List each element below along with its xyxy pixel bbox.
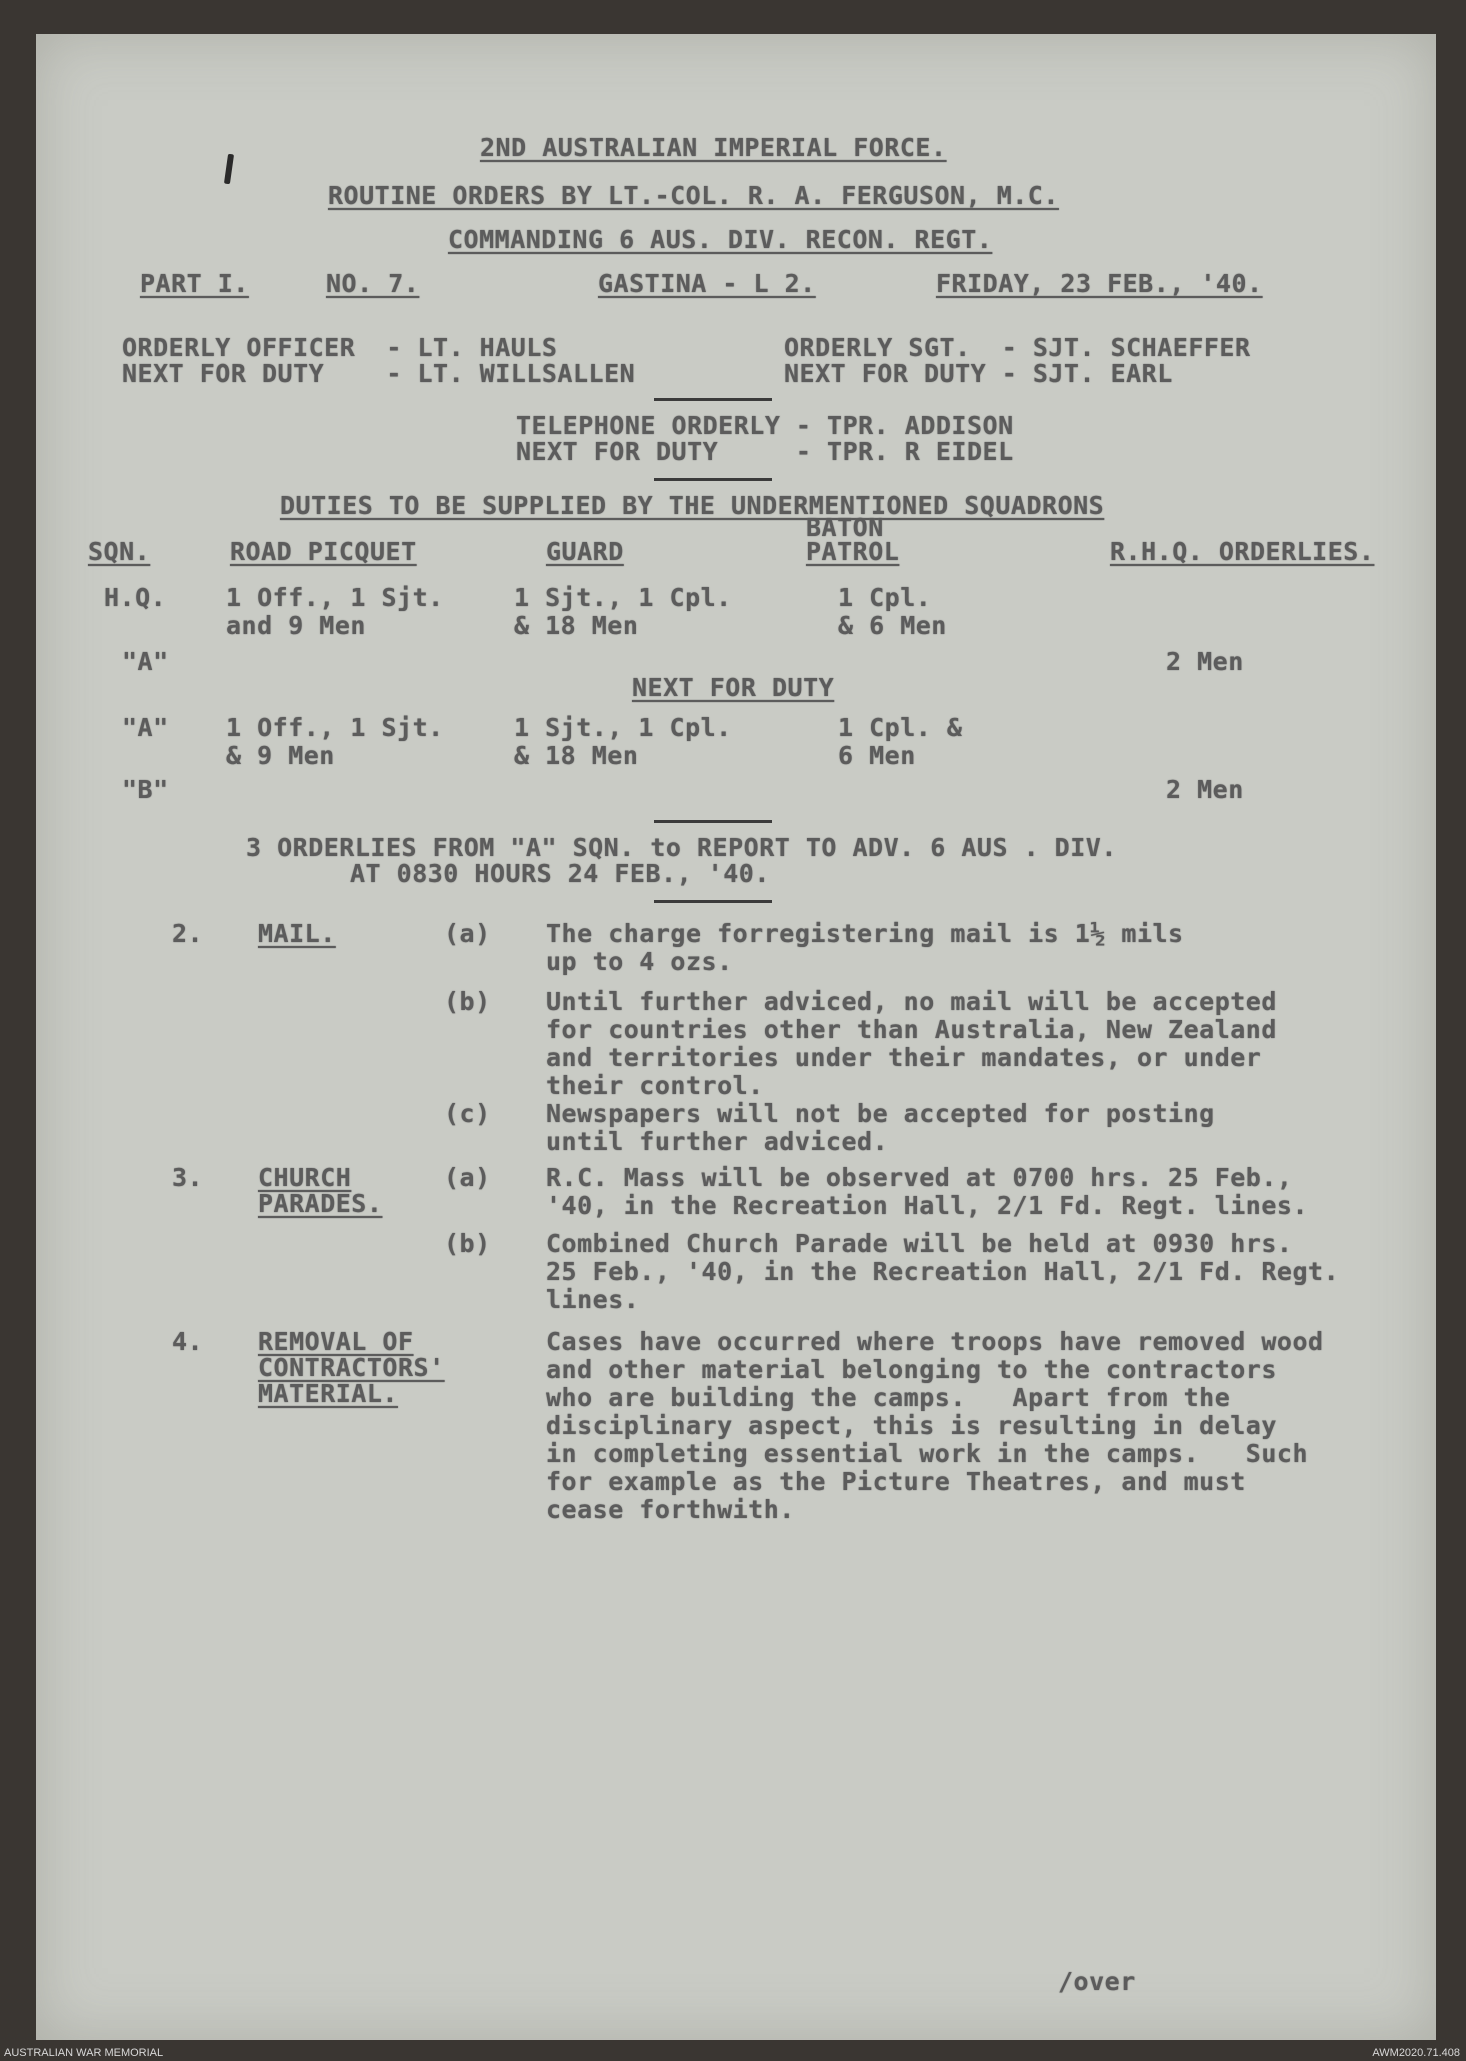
mail-text-c: Newspapers will not be accepted for posting until further adviced.: [546, 1099, 1215, 1156]
orderlies-line-1: 3 ORDERLIES FROM "A" SQN. to REPORT TO ADV. 6 AUS . DIV.: [246, 833, 1117, 862]
part-label: PART I.: [140, 269, 249, 298]
orderly-officer: ORDERLY OFFICER - LT. HAULS: [122, 333, 558, 362]
church-text-a: R.C. Mass will be observed at 0700 hrs. 25 Feb., '40, in the Recreation Hall, 2/1 Fd. Regt. lines.: [546, 1163, 1309, 1220]
location: GASTINA - L 2.: [598, 269, 816, 298]
mail-text-b: Until further adviced, no mail will be accepted for countries other than Australia, New Zealand and territories under their mandates, or under their control.: [546, 987, 1277, 1100]
item-title-removal: CONTRACTORS': [258, 1353, 445, 1382]
next-for-duty-officer: NEXT FOR DUTY - LT. WILLSALLEN: [122, 359, 636, 388]
orderlies-line-2: AT 0830 HOURS 24 FEB., '40.: [350, 859, 770, 888]
divider-rule: [654, 900, 772, 903]
footer-accession-number: AWM2020.71.408: [1372, 2047, 1460, 2059]
header-line-3: COMMANDING 6 AUS. DIV. RECON. REGT.: [448, 225, 993, 254]
column-baton-bottom: PATROL: [806, 537, 900, 566]
sub-label: (b): [444, 1229, 491, 1258]
order-date: FRIDAY, 23 FEB., '40.: [936, 269, 1263, 298]
item-title-church: CHURCH: [258, 1163, 352, 1192]
column-rhq-orderlies: R.H.Q. ORDERLIES.: [1110, 537, 1375, 566]
footer-credit: AUSTRALIAN WAR MEMORIAL: [4, 2047, 164, 2059]
row-guard: 1 Sjt., 1 Cpl. & 18 Men: [514, 583, 732, 640]
document-page: [36, 34, 1436, 2040]
telephone-orderly: TELEPHONE ORDERLY - TPR. ADDISON: [516, 411, 1014, 440]
row-baton: 1 Cpl. & 6 Men: [838, 713, 963, 770]
row-road-picquet: 1 Off., 1 Sjt. and 9 Men: [226, 583, 444, 640]
mail-text-a: The charge forregistering mail is 1½ mils up to 4 ozs.: [546, 919, 1184, 976]
row-rhq: 2 Men: [1166, 647, 1244, 676]
sub-label: (c): [444, 1099, 491, 1128]
column-baton-top: BATON: [806, 513, 884, 542]
column-road-picquet: ROAD PICQUET: [230, 537, 417, 566]
row-road-picquet: 1 Off., 1 Sjt. & 9 Men: [226, 713, 444, 770]
item-title-removal: REMOVAL OF: [258, 1327, 414, 1356]
item-number: 4.: [172, 1327, 204, 1356]
item-number: 2.: [172, 919, 204, 948]
column-guard: GUARD: [546, 537, 624, 566]
removal-text: Cases have occurred where troops have removed wood and other material belonging to the contractors who are building the camps. Apart from the disciplinary aspect, this is resulting in delay in completing essential work in the camps. Such for example as the Picture Theatres, and must cease forthwith.: [546, 1327, 1324, 1524]
header-line-2: ROUTINE ORDERS BY LT.-COL. R. A. FERGUSON, M.C.: [328, 181, 1059, 210]
over-note: /over: [1058, 1967, 1136, 1996]
row-sqn: "A": [122, 713, 169, 742]
next-for-duty-heading: NEXT FOR DUTY: [632, 673, 835, 702]
telephone-next-for-duty: NEXT FOR DUTY - TPR. R EIDEL: [516, 437, 1014, 466]
header-line-1: 2ND AUSTRALIAN IMPERIAL FORCE.: [480, 133, 947, 162]
row-rhq: 2 Men: [1166, 775, 1244, 804]
sub-label: (a): [444, 919, 491, 948]
sub-label: (a): [444, 1163, 491, 1192]
row-sqn: "A": [122, 647, 169, 676]
row-sqn: H.Q.: [104, 583, 167, 612]
punch-hole-mark: [224, 154, 234, 185]
sub-label: (b): [444, 987, 491, 1016]
divider-rule: [654, 820, 772, 823]
order-number: NO. 7.: [326, 269, 420, 298]
divider-rule: [654, 398, 772, 401]
row-baton: 1 Cpl. & 6 Men: [838, 583, 947, 640]
row-sqn: "B": [122, 775, 169, 804]
duties-heading: DUTIES TO BE SUPPLIED BY THE UNDERMENTIONED SQUADRONS: [280, 491, 1105, 520]
item-number: 3.: [172, 1163, 204, 1192]
church-text-b: Combined Church Parade will be held at 0930 hrs. 25 Feb., '40, in the Recreation Hall, 2/1 Fd. Regt. lines.: [546, 1229, 1340, 1314]
divider-rule: [654, 478, 772, 481]
item-title-church: PARADES.: [258, 1189, 383, 1218]
item-title-removal: MATERIAL.: [258, 1379, 398, 1408]
column-sqn: SQN.: [88, 537, 151, 566]
item-title-mail: MAIL.: [258, 919, 336, 948]
next-for-duty-sgt: NEXT FOR DUTY - SJT. EARL: [784, 359, 1173, 388]
row-guard: 1 Sjt., 1 Cpl. & 18 Men: [514, 713, 732, 770]
orderly-sgt: ORDERLY SGT. - SJT. SCHAEFFER: [784, 333, 1251, 362]
